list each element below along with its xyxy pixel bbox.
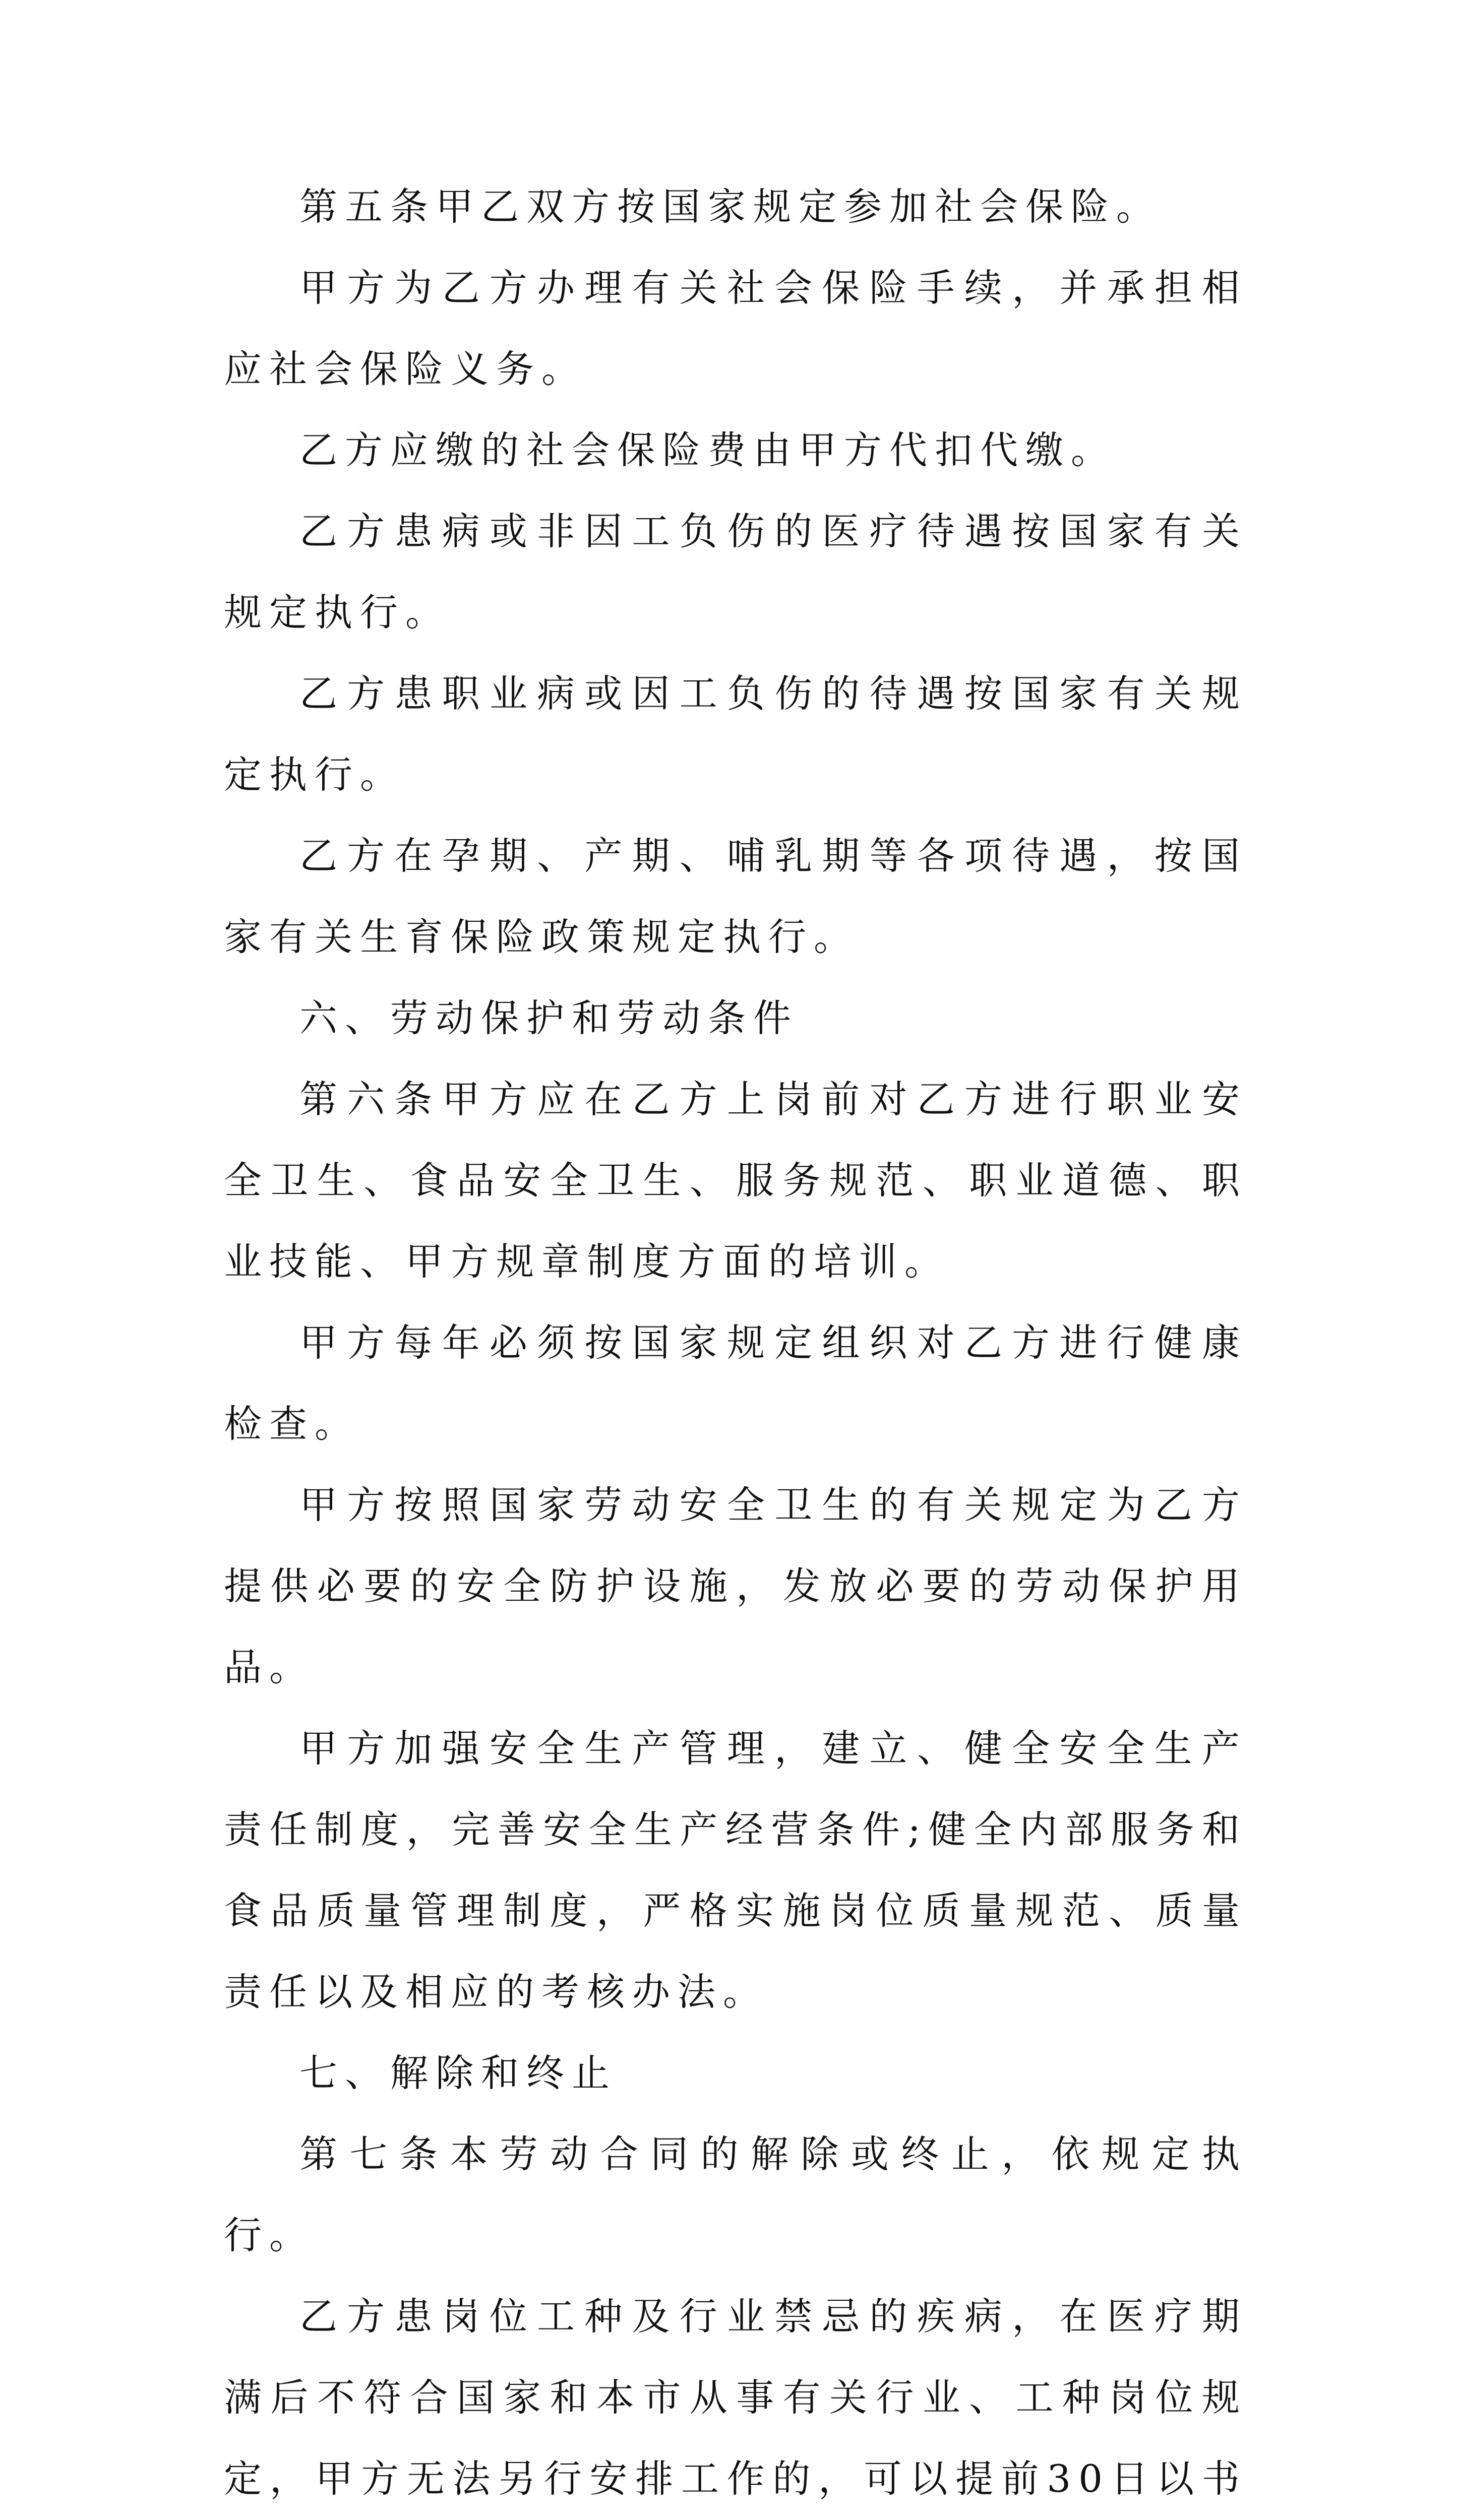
document-body	[224, 166, 1247, 2520]
paragraph-social-insurance-procedures: 甲方为乙方办理有关社会保险手续，并承担相应社会保险义务。	[224, 266, 1247, 391]
paragraph-protective-equipment: 甲方按照国家劳动安全卫生的有关规定为乙方提供必要的安全防护设施，发放必要的劳动保护用品。	[224, 1483, 1247, 1689]
section-heading-labor-protection: 六、劳动保护和劳动条件	[299, 996, 799, 1040]
paragraph-article-5: 第五条甲乙双方按国家规定参加社会保险。	[299, 184, 1162, 229]
paragraph-maternity-benefits: 乙方在孕期、产期、哺乳期等各项待遇，按国家有关生育保险政策规定执行。	[224, 834, 1247, 959]
paragraph-article-7: 第七条本劳动合同的解除或终止，依规定执行。	[224, 2132, 1247, 2257]
paragraph-safety-management: 甲方加强安全生产管理，建立、健全安全生产责任制度，完善安全生产经营条件;健全内部服务和食品质量管理制度，严格实施岗位质量规范、质量责任以及相应的考核办法。	[224, 1726, 1247, 2014]
section-heading-termination: 七、解除和终止	[299, 2051, 618, 2095]
paragraph-illness-treatment: 乙方患病或非因工负伤的医疗待遇按国家有关规定执行。	[224, 509, 1247, 635]
paragraph-occupational-disease: 乙方患职业病或因工负伤的待遇按国家有关规定执行。	[224, 671, 1247, 797]
paragraph-article-6-training: 第六条甲方应在乙方上岗前对乙方进行职业安全卫生、食品安全卫生、服务规范、职业道德、职业技能、甲方规章制度方面的培训。	[224, 1077, 1247, 1284]
paragraph-insurance-withholding: 乙方应缴的社会保险费由甲方代扣代缴。	[299, 428, 1117, 472]
paragraph-health-check: 甲方每年必须按国家规定组织对乙方进行健康检查。	[224, 1320, 1247, 1446]
paragraph-contraindicated-disease: 乙方患岗位工种及行业禁忌的疾病，在医疗期满后不符合国家和本市从事有关行业、工种岗位规定，甲方无法另行安排工作的，可以提前30日以书	[224, 2294, 1247, 2501]
